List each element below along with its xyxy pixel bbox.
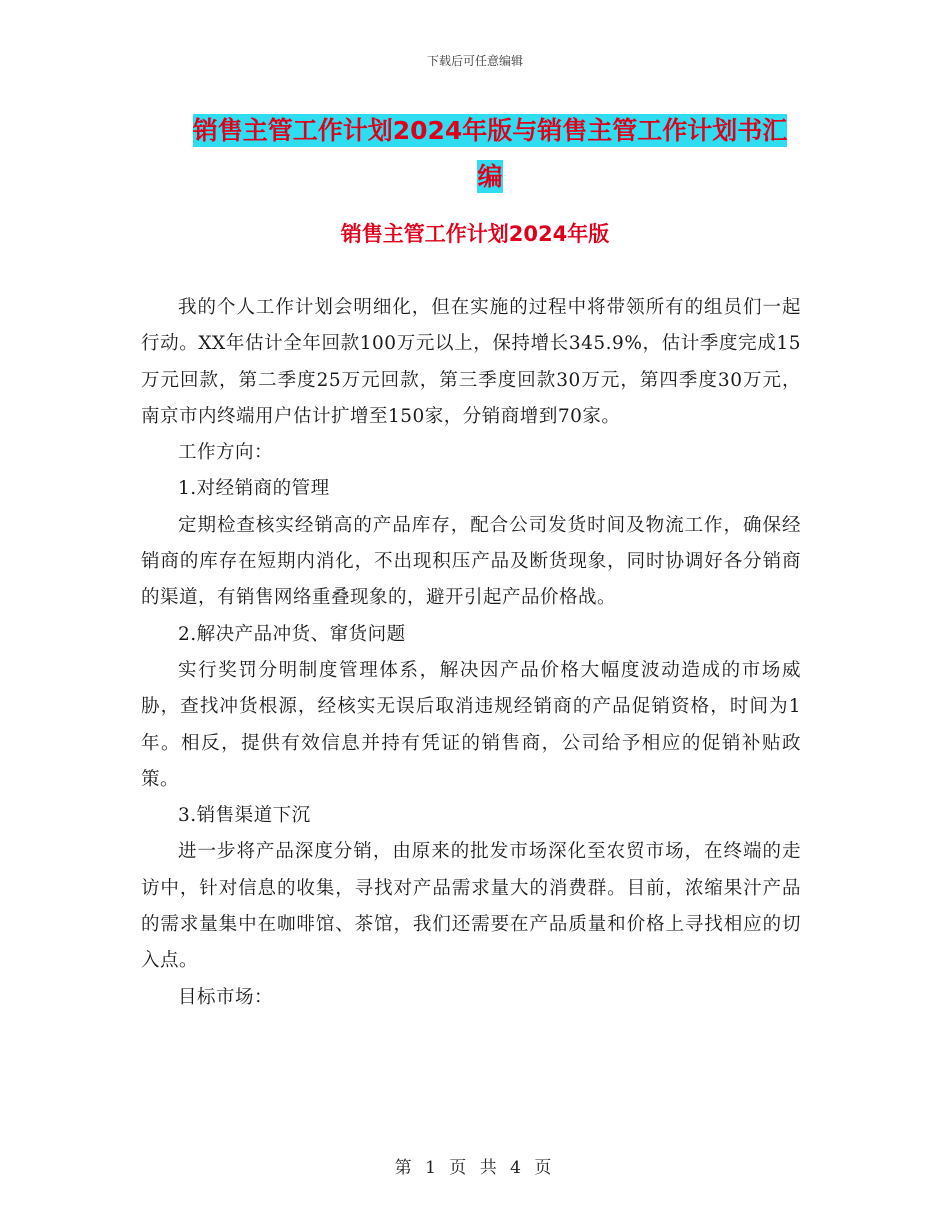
title-line-1: 销售主管工作计划2024年版与销售主管工作计划书汇 — [192, 116, 788, 145]
document-body — [141, 290, 801, 1016]
title-line-2: 编 — [477, 162, 503, 191]
paragraph: 我的个人工作计划会明细化，但在实施的过程中将带领所有的组员们一起行动。XX年估计全年回款100万元以上，保持增长345.9%，估计季度完成15万元回款，第二季度25万元回款，第三季度回款30万元，第四季度30万元，南京市内终端用户估计扩增至150家，分销商增到70家。 — [141, 297, 801, 427]
paragraph: 进一步将产品深度分销，由原来的批发市场深化至农贸市场，在终端的走访中，针对信息的收集，寻找对产品需求量大的消费群。目前，浓缩果汁产品的需求量集中在咖啡馆、茶馆，我们还需要在产品质量和价格上寻找相应的切入点。 — [141, 841, 801, 972]
paragraph: 实行奖罚分明制度管理体系，解决因产品价格大幅度波动造成的市场威胁，查找冲货根源，经核实无误后取消违规经销商的产品促销资格，时间为1年。相反，提供有效信息并持有凭证的销售商，公司给予相应的促销补贴政策。 — [141, 659, 801, 790]
section-title: 销售主管工作计划2024年版 — [340, 222, 610, 246]
paragraph: 目标市场： — [178, 986, 274, 1008]
document-title — [140, 108, 840, 200]
paragraph: 定期检查核实经销高的产品库存，配合公司发货时间及物流工作，确保经销商的库存在短期内消化，不出现积压产品及断货现象，同时协调好各分销商的渠道，有销售网络重叠现象的，避开引起产品价格战。 — [141, 514, 801, 609]
paragraph: 1.对经销商的管理 — [178, 478, 330, 500]
paragraph: 工作方向： — [178, 442, 274, 464]
paragraph: 3.销售渠道下沉 — [178, 805, 311, 827]
page-header: 下载后可任意编辑 — [426, 54, 523, 68]
page-number: 第 1 页 共 4 页 — [394, 1158, 556, 1178]
paragraph: 2.解决产品冲货、窜货问题 — [178, 623, 406, 645]
